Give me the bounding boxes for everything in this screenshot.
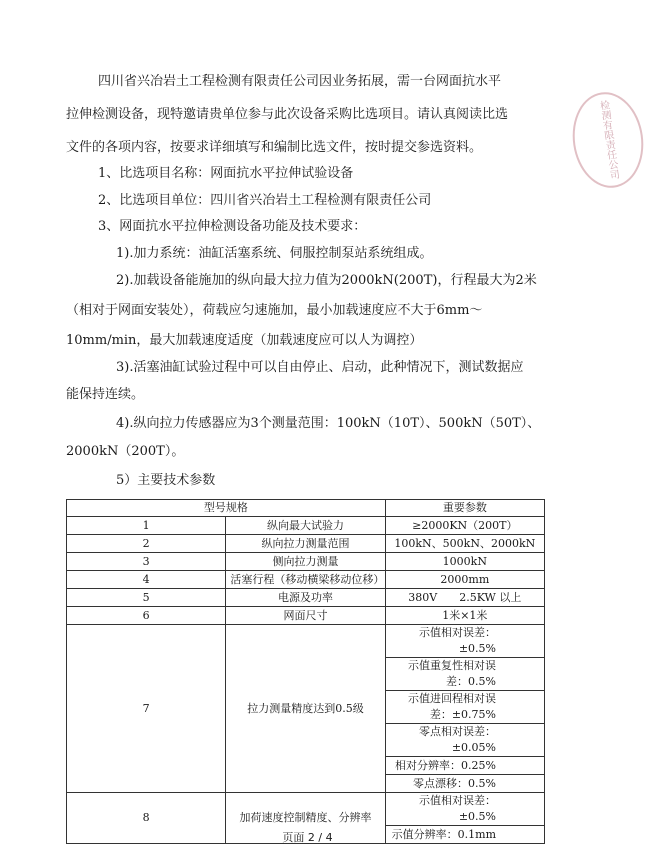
row-name: 加荷速度控制精度、分辨率 <box>226 793 385 844</box>
row-name: 纵向拉力测量范围 <box>226 535 385 553</box>
item-project-unit: 2、比选项目单位：四川省兴冶岩土工程检测有限责任公司 <box>98 193 432 208</box>
req-4-line-1: 4).纵向拉力传感器应为3个测量范围：100kN（10T）、500kN（50T）、 <box>116 416 541 431</box>
row-sub-value: 示值重复性相对误差：0.5% <box>385 658 544 691</box>
company-seal-stamp: 检测有限责任公司 <box>567 88 649 193</box>
row-sub-value: 零点漂移：0.5% <box>385 775 544 793</box>
row-name: 电源及功率 <box>226 589 385 607</box>
table-row <box>67 535 545 553</box>
table-row <box>67 607 545 625</box>
intro-line-3: 文件的各项内容，按要求详细填写和编制比选文件，按时提交参选资料。 <box>66 140 483 155</box>
item-requirements-heading: 3、网面抗水平拉伸检测设备功能及技术要求： <box>98 219 367 234</box>
table-row <box>67 517 545 535</box>
row-name: 网面尺寸 <box>226 607 385 625</box>
row-name: 侧向拉力测量 <box>226 553 385 571</box>
req-3-line-2: 能保持连续。 <box>66 387 145 402</box>
header-key-parameters: 重要参数 <box>385 500 544 517</box>
req-2-line-3: 10mm/min，最大加载速度适度（加载速度应可以人为调控） <box>66 333 423 348</box>
row-value: 380V 2.5KW 以上 <box>385 589 544 607</box>
row-sub-value: 示值相对误差：±0.5% <box>385 793 544 826</box>
item-project-name: 1、比选项目名称：网面抗水平拉伸试验设备 <box>98 166 354 181</box>
row-value: 2000mm <box>385 571 544 589</box>
table-row <box>67 553 545 571</box>
table-row <box>67 571 545 589</box>
intro-line-2: 拉伸检测设备，现特邀请贵单位参与此次设备采购比选项目。请认真阅读比选 <box>66 107 509 122</box>
row-sub-value: 示值进回程相对误差：±0.75% <box>385 691 544 724</box>
row-name: 活塞行程（移动横梁移动位移） <box>226 571 385 589</box>
req-4-line-2: 2000kN（200T）。 <box>66 444 185 459</box>
row-sub-value: 零点相对误差：±0.05% <box>385 724 544 757</box>
table-row <box>67 589 545 607</box>
row-value: 100kN、500kN、2000kN <box>385 535 544 553</box>
row-value: ≥2000KN（200T） <box>385 517 544 535</box>
req-5-heading: 5）主要技术参数 <box>116 473 216 488</box>
req-2-line-2: （相对于网面安装处），荷载应匀速施加，最小加载速度应不大于6mm～ <box>66 303 483 318</box>
row-number: 8 <box>67 793 226 844</box>
page-footer: 页面 2 / 4 <box>282 831 333 844</box>
table-row <box>67 625 545 658</box>
row-number: 2 <box>67 535 226 553</box>
row-number: 4 <box>67 571 226 589</box>
req-2-line-1: 2).加载设备能施加的纵向最大拉力值为2000kN(200T)，行程最大为2米 <box>116 273 537 288</box>
row-sub-value: 相对分辨率：0.25% <box>385 757 544 775</box>
row-value: 1000kN <box>385 553 544 571</box>
row-value: 1米×1米 <box>385 607 544 625</box>
row-number: 6 <box>67 607 226 625</box>
row-number: 1 <box>67 517 226 535</box>
table-header-row <box>67 500 545 517</box>
row-number: 7 <box>67 625 226 793</box>
row-name: 拉力测量精度达到0.5级 <box>226 625 385 793</box>
row-number: 3 <box>67 553 226 571</box>
row-sub-value: 示值相对误差：±0.5% <box>385 625 544 658</box>
req-1: 1).加力系统：油缸活塞系统、伺服控制泵站系统组成。 <box>116 246 433 261</box>
header-model-spec: 型号规格 <box>67 500 386 517</box>
technical-parameters-table <box>66 499 545 844</box>
row-name: 纵向最大试验力 <box>226 517 385 535</box>
req-3-line-1: 3).活塞油缸试验过程中可以自由停止、启动，此种情况下，测试数据应 <box>116 360 524 375</box>
intro-line-1: 四川省兴冶岩土工程检测有限责任公司因业务拓展，需一台网面抗水平 <box>98 74 502 89</box>
row-sub-value: 示值分辨率：0.1mm <box>385 826 544 844</box>
table-row <box>67 793 545 826</box>
row-number: 5 <box>67 589 226 607</box>
